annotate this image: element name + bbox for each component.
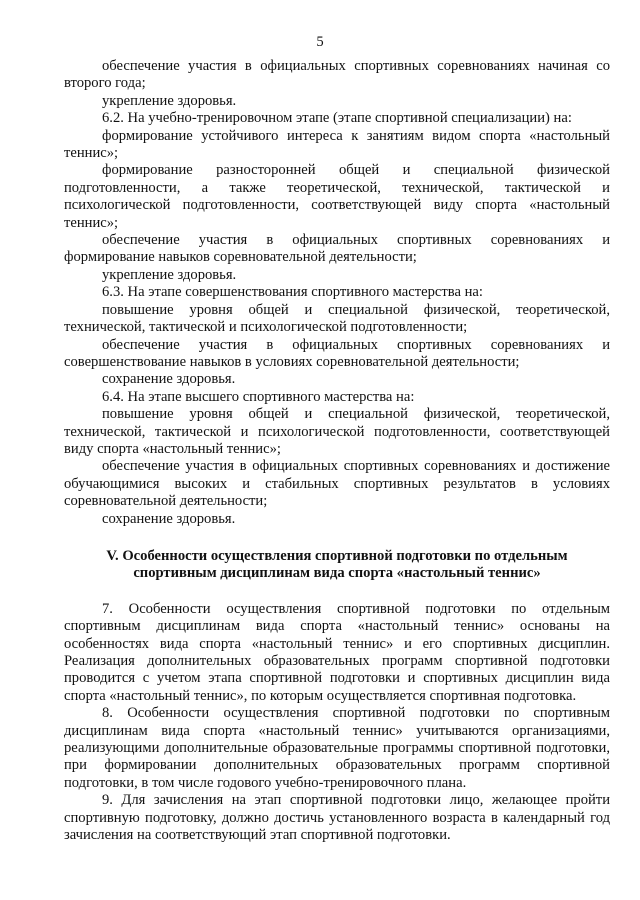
section-5-heading bbox=[64, 548, 610, 583]
page-content bbox=[64, 58, 610, 844]
paragraph: 6.4. На этапе высшего спортивного мастерства на: bbox=[102, 388, 415, 405]
paragraph: 9. Для зачисления на этап спортивной подготовки лицо, желающее пройти спортивную подготовку, должно достичь установленного возраста в календарный год зачисления на соответствующий этап спортивной подготовки. bbox=[64, 792, 610, 844]
paragraph: сохранение здоровья. bbox=[102, 510, 236, 527]
paragraph: сохранение здоровья. bbox=[102, 371, 236, 388]
section-4-goals bbox=[64, 58, 610, 528]
paragraph: обеспечение участия в официальных спортивных соревнованиях начиная со второго года; bbox=[64, 58, 610, 92]
paragraph: обеспечение участия в официальных спортивных соревнованиях и совершенствование навыков в условиях соревновательной деятельности; bbox=[64, 336, 610, 370]
paragraph: обеспечение участия в официальных спортивных соревнованиях и достижение обучающимися высоких и стабильных спортивных результатов в условиях соревновательной деятельности; bbox=[64, 458, 610, 510]
section-5-body bbox=[64, 601, 610, 845]
paragraph: формирование устойчивого интереса к занятиям видом спорта «настольный теннис»; bbox=[64, 127, 610, 162]
paragraph: повышение уровня общей и специальной физической, теоретической, технической, тактической и психологической подготовленности; bbox=[64, 301, 610, 336]
paragraph: формирование разносторонней общей и специальной физической подготовленности, а также теоретической, технической, тактической и психологической подготовленности, соответствующей виду спорта «настольный теннис»; bbox=[64, 162, 610, 231]
heading-line: спортивным дисциплинам вида спорта «настольный теннис» bbox=[133, 565, 541, 582]
paragraph: 7. Особенности осуществления спортивной подготовки по отдельным спортивным дисциплинам вида спорта «настольный теннис» основаны на особенностях вида спорта «настольный теннис» и его спортивных дисциплин. Реализация дополнительных образовательных программ спортивной подготовки проводится с учетом этапа спортивной подготовки и спортивных дисциплин вида спорта «настольный теннис», по которым осуществляется спортивная подготовка. bbox=[64, 600, 610, 704]
paragraph: 6.2. На учебно-тренировочном этапе (этапе спортивной специализации) на: bbox=[102, 110, 572, 127]
paragraph: 6.3. На этапе совершенствования спортивного мастерства на: bbox=[102, 284, 483, 301]
paragraph: повышение уровня общей и специальной физической, теоретической, технической, тактической и психологической подготовленности, соответствующей виду спорта «настольный теннис»; bbox=[64, 406, 610, 457]
heading-line: V. Особенности осуществления спортивной подготовки по отдельным bbox=[106, 547, 568, 564]
paragraph: 8. Особенности осуществления спортивной подготовки по спортивным дисциплинам вида спорта «настольный теннис» учитываются организациями, реализующими дополнительные образовательные программы спортивной подготовки, при формировании дополнительных образовательных программ спортивной подготовки, в том числе годового учебно-тренировочного плана. bbox=[64, 705, 610, 791]
paragraph: обеспечение участия в официальных спортивных соревнованиях и формирование навыков соревновательной деятельности; bbox=[64, 232, 610, 266]
page-number: 5 bbox=[316, 34, 324, 50]
paragraph: укрепление здоровья. bbox=[102, 266, 237, 283]
paragraph: укрепление здоровья. bbox=[102, 92, 237, 109]
